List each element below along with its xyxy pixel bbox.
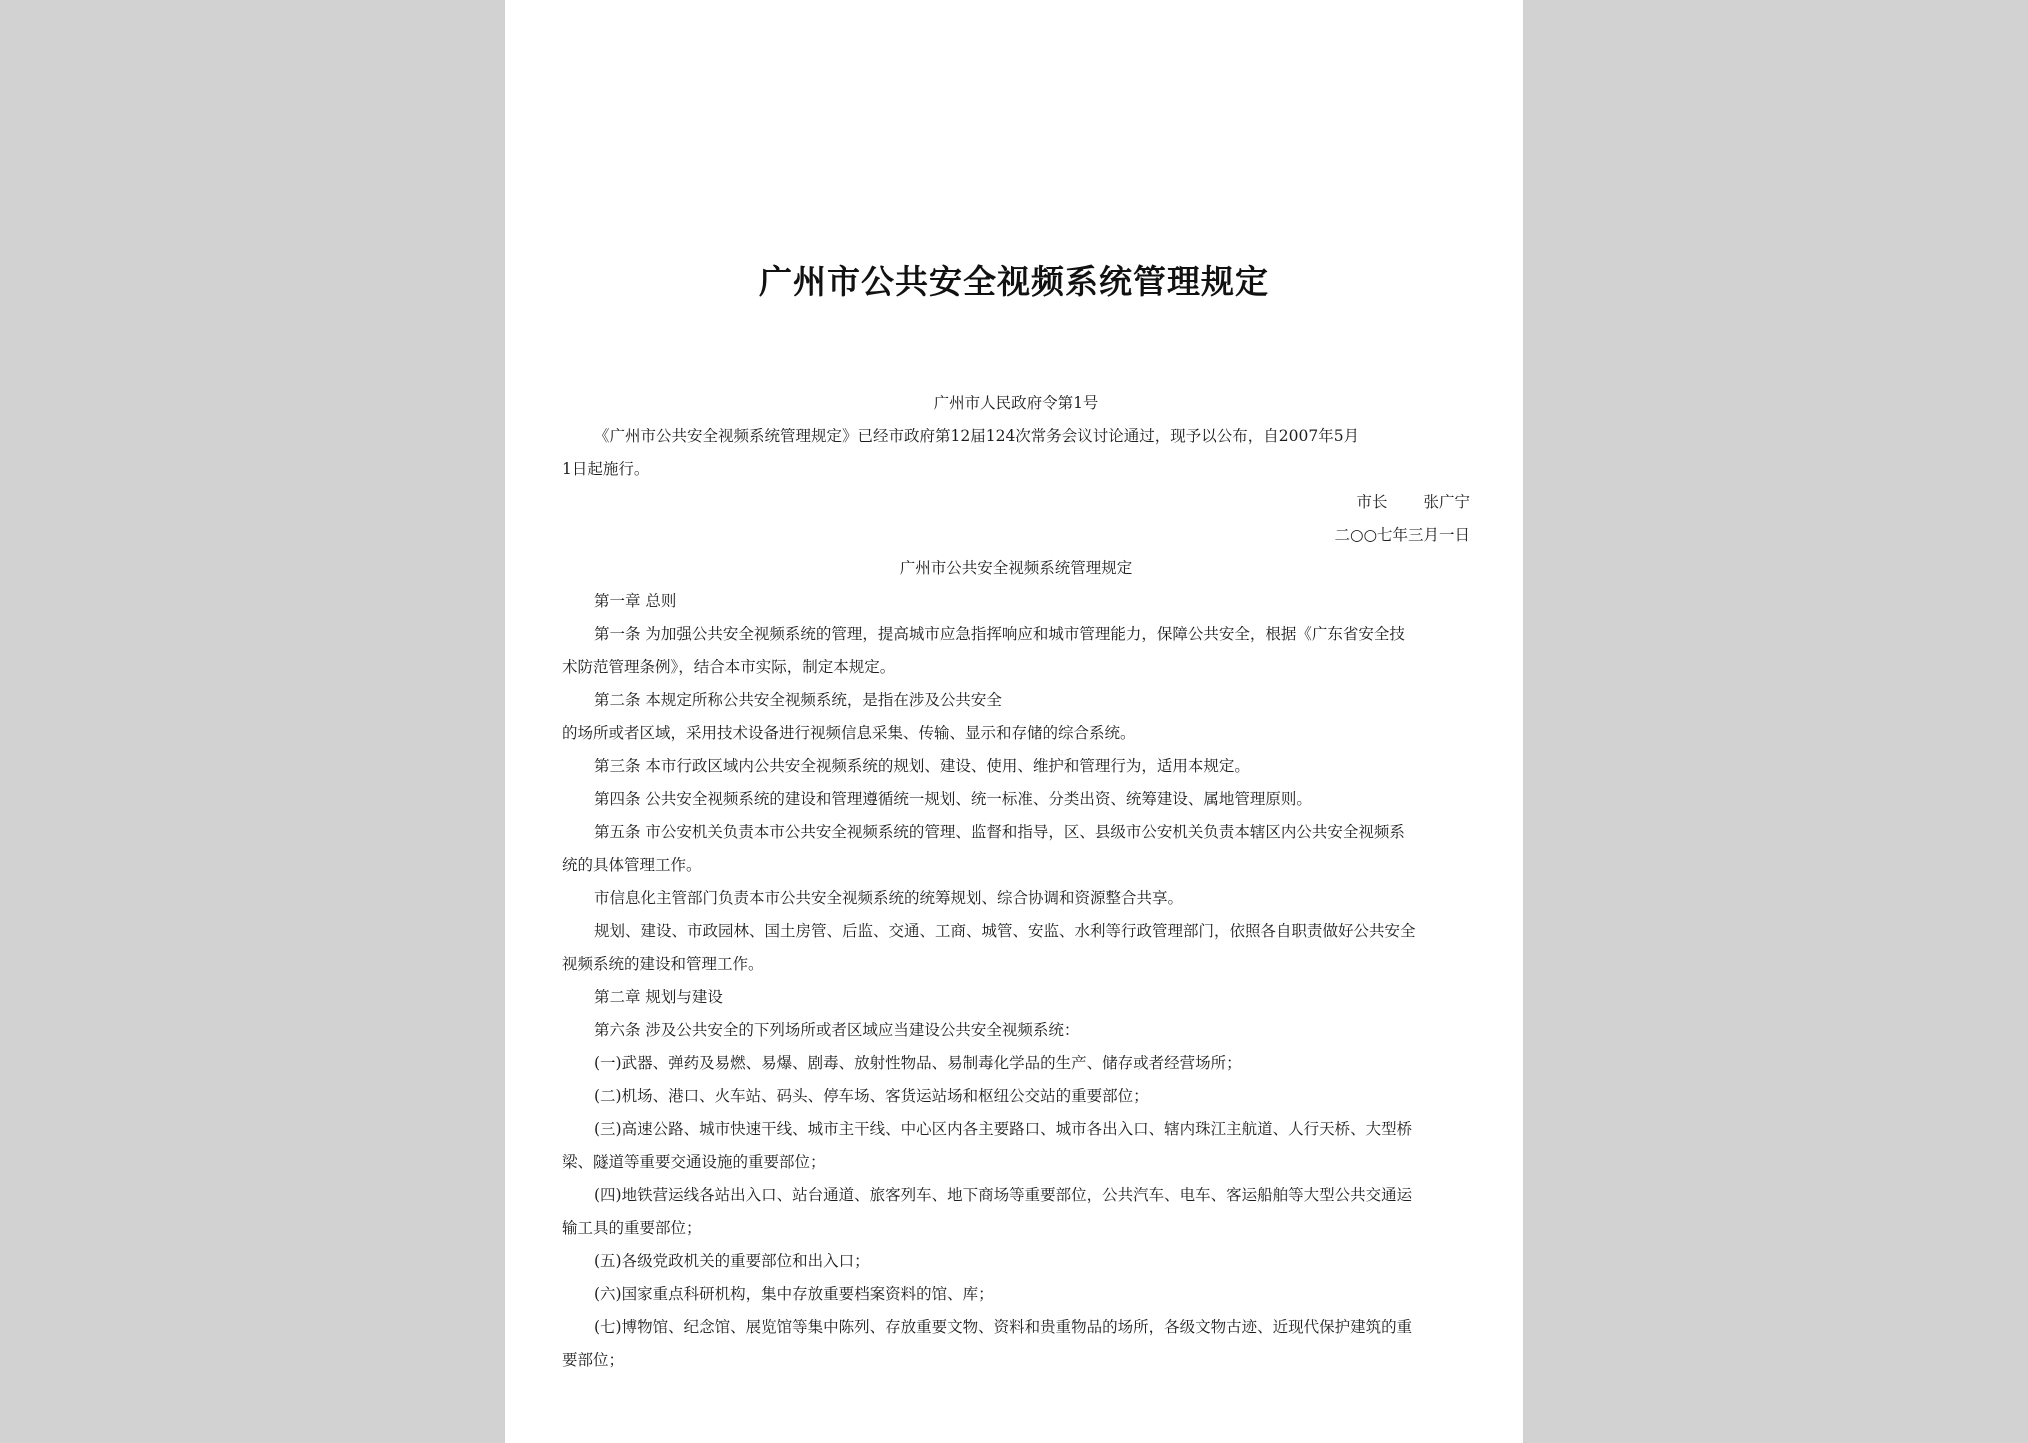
list-item: 梁、隧道等重要交通设施的重要部位； bbox=[562, 1153, 826, 1171]
list-item: (一)武器、弹药及易燃、易爆、剧毒、放射性物品、易制毒化学品的生产、储存或者经营场所； bbox=[594, 1054, 1242, 1072]
signature-line bbox=[562, 486, 1470, 519]
article-line: 视频系统的建设和管理工作。 bbox=[562, 955, 764, 973]
document-title: 广州市公共安全视频系统管理规定 bbox=[759, 262, 1269, 301]
list-item: (五)各级党政机关的重要部位和出入口； bbox=[594, 1252, 870, 1270]
article-line: 统的具体管理工作。 bbox=[562, 856, 702, 874]
article-line: 第五条 市公安机关负责本市公共安全视频系统的管理、监督和指导，区、县级市公安机关负责本辖区内公共安全视频系 bbox=[594, 823, 1405, 841]
list-item: (七)博物馆、纪念馆、展览馆等集中陈列、存放重要文物、资料和贵重物品的场所，各级文物古迹、近现代保护建筑的重 bbox=[594, 1318, 1413, 1336]
promulgation-line-2: 1日起施行。 bbox=[562, 460, 650, 478]
article-line: 市信息化主管部门负责本市公共安全视频系统的统筹规划、综合协调和资源整合共享。 bbox=[594, 889, 1184, 907]
article-line: 第三条 本市行政区域内公共安全视频系统的规划、建设、使用、维护和管理行为，适用本规定。 bbox=[594, 757, 1250, 775]
list-item: 要部位； bbox=[562, 1351, 625, 1369]
article-line: 的场所或者区域，采用技术设备进行视频信息采集、传输、显示和存储的综合系统。 bbox=[562, 724, 1136, 742]
article-line: 术防范管理条例》，结合本市实际，制定本规定。 bbox=[562, 658, 896, 676]
list-item: (六)国家重点科研机构，集中存放重要档案资料的馆、库； bbox=[594, 1285, 994, 1303]
signature-date: 二○○七年三月一日 bbox=[1334, 526, 1470, 544]
article-line: 第六条 涉及公共安全的下列场所或者区域应当建设公共安全视频系统： bbox=[594, 1021, 1080, 1039]
article-line: 规划、建设、市政园林、国土房管、后监、交通、工商、城管、安监、水利等行政管理部门，依照各自职责做好公共安全 bbox=[594, 922, 1416, 940]
list-item: (四)地铁营运线各站出入口、站台通道、旅客列车、地下商场等重要部位，公共汽车、电车、客运船舶等大型公共交通运 bbox=[594, 1186, 1413, 1204]
signature-role: 市长 bbox=[1356, 493, 1388, 511]
list-item: (二)机场、港口、火车站、码头、停车场、客货运站场和枢纽公交站的重要部位； bbox=[594, 1087, 1149, 1105]
article-line: 第四条 公共安全视频系统的建设和管理遵循统一规划、统一标准、分类出资、统筹建设、属地管理原则。 bbox=[594, 790, 1312, 808]
decree-number: 广州市人民政府令第1号 bbox=[933, 394, 1099, 412]
promulgation-line-1: 《广州市公共安全视频系统管理规定》已经市政府第12届124次常务会议讨论通过，现予以公布，自2007年5月 bbox=[594, 427, 1360, 445]
document-page bbox=[505, 0, 1523, 1443]
article-line: 第一条 为加强公共安全视频系统的管理，提高城市应急指挥响应和城市管理能力，保障公共安全，根据《广东省安全技 bbox=[594, 625, 1405, 643]
document-subtitle: 广州市公共安全视频系统管理规定 bbox=[899, 559, 1133, 577]
document-body bbox=[562, 387, 1470, 1377]
signature-name: 张广宁 bbox=[1423, 493, 1470, 511]
list-item: (三)高速公路、城市快速干线、城市主干线、中心区内各主要路口、城市各出入口、辖内珠江主航道、人行天桥、大型桥 bbox=[594, 1120, 1413, 1138]
chapter-heading: 第二章 规划与建设 bbox=[594, 988, 723, 1006]
list-item: 输工具的重要部位； bbox=[562, 1219, 702, 1237]
chapter-heading: 第一章 总则 bbox=[594, 592, 677, 610]
article-line: 第二条 本规定所称公共安全视频系统，是指在涉及公共安全 bbox=[594, 691, 1002, 709]
